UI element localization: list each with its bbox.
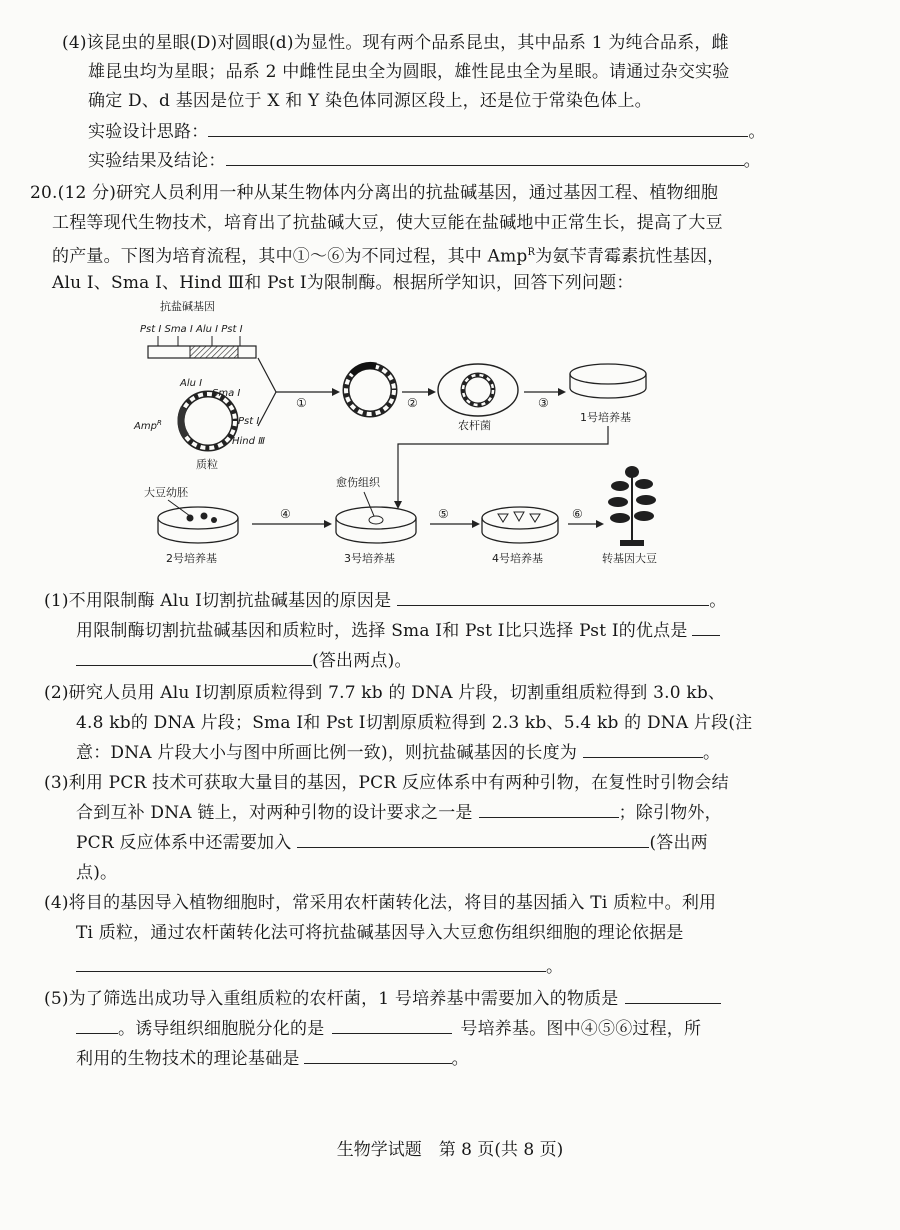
q20-3-blank-a[interactable]	[479, 802, 619, 818]
q20-3-blank-b[interactable]	[297, 832, 649, 848]
agrobacterium-label: 农杆菌	[458, 419, 491, 432]
callus-label: 愈伤组织	[336, 476, 380, 489]
q20-intro-line-3: 的产量。下图为培育流程，其中①～⑥为不同过程，其中 Amp$^R$为氨苄青霉素抗性基因，	[52, 246, 725, 267]
q20-2-line-1: (2)研究人员用 Alu Ⅰ切割原质粒得到 7.7 kb 的 DNA 片段，切割重组质粒得到 3.0 kb、	[44, 683, 726, 703]
q20-intro-line-2: 工程等现代生物技术，培育出了抗盐碱大豆，使大豆能在盐碱地中正常生长，提高了大豆	[52, 213, 723, 233]
salt-tolerance-gene-fragment	[148, 336, 256, 358]
cultivation-flow-diagram	[120, 296, 680, 586]
q19-4-line-3: 确定 D、d 基因是位于 X 和 Y 染色体同源区段上，还是位于常染色体上。	[88, 91, 652, 111]
q20-2-row-3: 意：DNA 片段大小与图中所画比例一致)，则抗盐碱基因的长度为 。	[76, 743, 721, 763]
q20-5-blank-b[interactable]	[332, 1018, 452, 1034]
medium-2-label: 2号培养基	[166, 552, 217, 565]
q20-5-blank-a[interactable]	[625, 988, 721, 1004]
step-5: ⑤	[438, 507, 449, 521]
q20-5-row-3: 利用的生物技术的理论基础是 。	[76, 1049, 469, 1069]
embryo-label: 大豆幼胚	[144, 486, 188, 499]
step-1: ①	[296, 396, 307, 410]
plasmid-pst-label: Pst Ⅰ	[238, 416, 260, 427]
q19-4-line-2: 雄昆虫均为星眼；品系 2 中雌性昆虫全为圆眼，雄性昆虫全为星眼。请通过杂交实验	[88, 62, 730, 82]
medium-3-label: 3号培养基	[344, 552, 395, 565]
q20-4-line-2: Ti 质粒，通过农杆菌转化法可将抗盐碱基因导入大豆愈伤组织细胞的理论依据是	[76, 923, 684, 943]
medium-4-dish	[482, 507, 558, 543]
q20-3-row-3: PCR 反应体系中还需要加入 (答出两	[76, 833, 708, 853]
q20-5-row-2: 。诱导组织细胞脱分化的是 号培养基。图中④⑤⑥过程，所	[76, 1018, 701, 1040]
q19-result-row: 实验结果及结论： 。	[88, 151, 761, 171]
q20-4-line-1: (4)将目的基因导入植物细胞时，常采用农杆菌转化法，将目的基因插入 Ti 质粒中。利用	[44, 893, 717, 913]
q20-1-blank-b-cont[interactable]	[76, 650, 312, 666]
q20-5-row-1: (5)为了筛选出成功导入重组质粒的农杆菌，1 号培养基中需要加入的物质是	[44, 988, 721, 1010]
page-footer: 生物学试题 第 8 页(共 8 页)	[336, 1140, 564, 1160]
step-3: ③	[538, 396, 549, 410]
gene-site-labels: Pst Ⅰ Sma Ⅰ Alu Ⅰ Pst Ⅰ	[140, 324, 243, 335]
medium-4-label: 4号培养基	[492, 552, 543, 565]
agrobacterium	[438, 364, 518, 416]
plant-label: 转基因大豆	[602, 552, 657, 565]
medium-3-dish	[336, 492, 416, 543]
q20-1-row-3: (答出两点)。	[76, 650, 412, 672]
step-4: ④	[280, 507, 291, 521]
medium-2-dish	[158, 500, 238, 543]
gene-title: 抗盐碱基因	[160, 300, 215, 313]
q20-intro-line-1: 20.(12 分)研究人员利用一种从某生物体内分离出的抗盐碱基因，通过基因工程、植物细胞	[30, 183, 719, 203]
recombinant-plasmid	[346, 365, 394, 414]
design-label: 实验设计思路：	[88, 122, 209, 142]
medium-1-dish	[570, 364, 646, 398]
result-answer-blank[interactable]	[226, 150, 744, 166]
merge-brace	[258, 358, 276, 426]
q20-1-row-1: (1)不用限制酶 Alu Ⅰ切割抗盐碱基因的原因是 。	[44, 591, 727, 611]
q20-3-row-2: 合到互补 DNA 链上，对两种引物的设计要求之一是 ；除引物外，	[76, 803, 722, 823]
result-label: 实验结果及结论：	[88, 151, 226, 171]
q20-1-row-2: 用限制酶切割抗盐碱基因和质粒时，选择 Sma Ⅰ和 Pst Ⅰ比只选择 Pst Ⅰ的优点是	[76, 620, 720, 642]
q19-4-line-1: (4)该昆虫的星眼(D)对圆眼(d)为显性。现有两个品系昆虫，其中品系 1 为纯合品系，雌	[62, 33, 729, 53]
design-answer-blank[interactable]	[208, 121, 748, 137]
q20-4-row-3: 。	[76, 956, 563, 978]
q20-5-blank-a-cont[interactable]	[76, 1018, 118, 1034]
q20-intro-line-4: Alu Ⅰ、Sma Ⅰ、Hind Ⅲ和 Pst Ⅰ为限制酶。根据所学知识，回答下列问题：	[52, 273, 634, 293]
transgenic-soybean-plant	[608, 466, 656, 546]
q20-2-blank[interactable]	[583, 742, 703, 758]
plasmid	[181, 394, 235, 448]
q20-3-line-1: (3)利用 PCR 技术可获取大量目的基因，PCR 反应体系中有两种引物，在复性时引物会结	[44, 773, 729, 793]
plasmid-hind-label: Hind Ⅲ	[232, 436, 266, 447]
plasmid-amp-label: Amp$^R$	[134, 419, 162, 432]
q20-3-line-4: 点)。	[76, 863, 118, 883]
step-2: ②	[407, 396, 418, 410]
step-6: ⑥	[572, 507, 583, 521]
q19-design-row: 实验设计思路： 。	[88, 122, 766, 142]
connector-to-medium-3	[398, 426, 608, 501]
plasmid-alu-label: Alu Ⅰ	[180, 378, 203, 389]
medium-1-label: 1号培养基	[580, 411, 631, 424]
plasmid-sma-label: Sma Ⅰ	[212, 388, 241, 399]
q20-4-blank[interactable]	[76, 956, 546, 972]
q20-2-line-2: 4.8 kb的 DNA 片段；Sma Ⅰ和 Pst Ⅰ切割原质粒得到 2.3 kb、5.4 kb 的 DNA 片段(注	[76, 713, 753, 733]
plasmid-label: 质粒	[196, 458, 218, 471]
q20-5-blank-c[interactable]	[304, 1048, 452, 1064]
q20-1-blank-b[interactable]	[692, 620, 720, 636]
q20-1-blank-a[interactable]	[397, 590, 709, 606]
